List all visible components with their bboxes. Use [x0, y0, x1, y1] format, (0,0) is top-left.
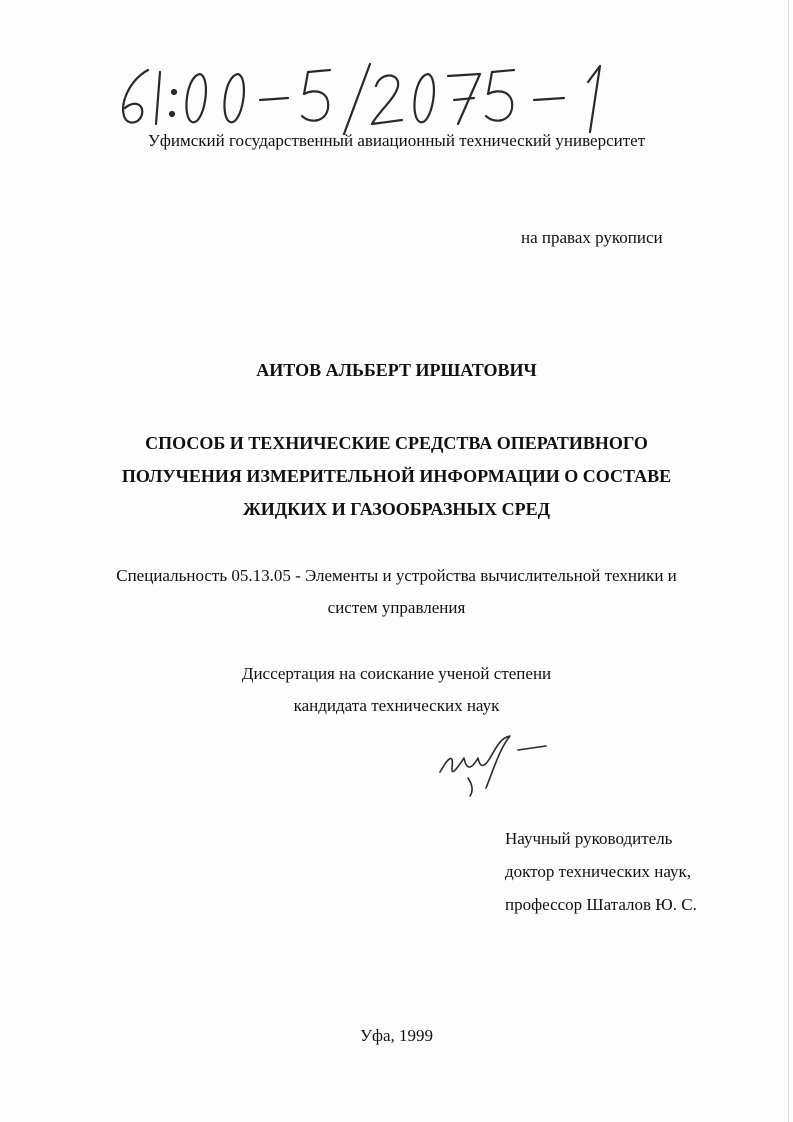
title-line-1: СПОСОБ И ТЕХНИЧЕСКИЕ СРЕДСТВА ОПЕРАТИВНОГО	[145, 433, 648, 453]
supervisor-line-1: Научный руководитель	[505, 829, 673, 848]
author-name: АИТОВ АЛЬБЕРТ ИРШАТОВИЧ	[256, 360, 537, 380]
city-year: Уфа, 1999	[359, 1026, 434, 1045]
handwritten-archive-code	[108, 58, 628, 138]
supervisor-line-2: доктор технических наук,	[505, 862, 692, 881]
page-edge-divider	[788, 0, 789, 1122]
title-line-3: ЖИДКИХ И ГАЗООБРАЗНЫХ СРЕД	[243, 499, 550, 519]
handwritten-signature	[430, 728, 560, 798]
manuscript-note: на правах рукописи	[521, 228, 663, 247]
supervisor-line-3: профессор Шаталов Ю. С.	[505, 895, 697, 914]
degree-line-2: кандидата технических наук	[293, 696, 500, 715]
degree-line-1: Диссертация на соискание ученой степени	[241, 664, 552, 683]
title-line-2: ПОЛУЧЕНИЯ ИЗМЕРИТЕЛЬНОЙ ИНФОРМАЦИИ О СОСТАВЕ	[121, 466, 672, 486]
specialty-line-1: Специальность 05.13.05 - Элементы и устройства вычислительной техники и	[116, 566, 677, 585]
university-name: Уфимский государственный авиационный технический университет	[147, 131, 646, 150]
specialty-line-2: систем управления	[327, 598, 466, 617]
